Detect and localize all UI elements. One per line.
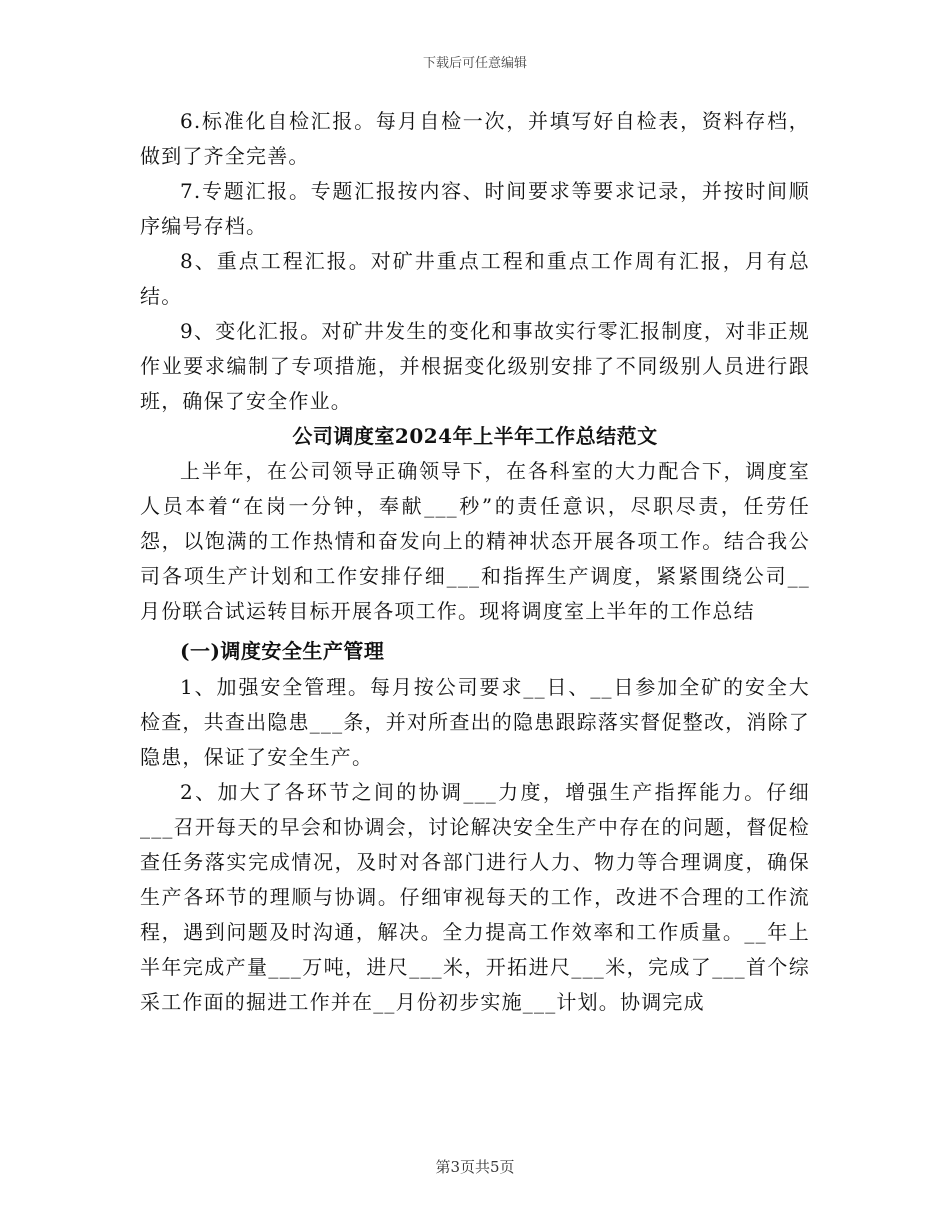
page-footer: 第3页共5页: [435, 1158, 515, 1176]
document-body: [140, 104, 810, 1020]
section-paragraph-2: 2、加大了各环节之间的协调___力度，增强生产指挥能力。仔细___召开每天的早会和协调会，讨论解决安全生产中存在的问题，督促检查任务落实完成情况，及时对各部门进行人力、物力等合理调度，确保生产各环节的理顺与协调。仔细审视每天的工作，改进不合理的工作流程，遇到问题及时沟通，解决。全力提高工作效率和工作质量。__年上半年完成产量___万吨，进尺___米，开拓进尺___米，完成了___首个综采工作面的掘进工作并在__月份初步实施___计划。协调完成: [140, 780, 810, 1014]
paragraph-item-7: 7.专题汇报。专题汇报按内容、时间要求等要求记录，并按时间顺序编号存档。: [140, 179, 810, 238]
paragraph-item-6: 6.标准化自检汇报。每月自检一次，并填写好自检表，资料存档，做到了齐全完善。: [140, 109, 810, 168]
paragraph-item-8: 8、重点工程汇报。对矿井重点工程和重点工作周有汇报，月有总结。: [140, 249, 810, 308]
intro-paragraph: 上半年，在公司领导正确领导下，在各科室的大力配合下，调度室人员本着“在岗一分钟，奉献___秒”的责任意识，尽职尽责，任劳任怨，以饱满的工作热情和奋发向上的精神状态开展各项工作。结合我公司各项生产计划和工作安排仔细___和指挥生产调度，紧紧围绕公司__月份联合试运转目标开展各项工作。现将调度室上半年的工作总结: [140, 459, 810, 623]
paragraph-item-9: 9、变化汇报。对矿井发生的变化和事故实行零汇报制度，对非正规作业要求编制了专项措施，并根据变化级别安排了不同级别人员进行跟班，确保了安全作业。: [140, 319, 810, 413]
section-paragraph-1: 1、加强安全管理。每月按公司要求__日、__日参加全矿的安全大检查，共查出隐患___条，并对所查出的隐患跟踪落实督促整改，消除了隐患，保证了安全生产。: [140, 675, 810, 769]
document-title: 公司调度室2024年上半年工作总结范文: [292, 424, 658, 448]
section-heading: (一)调度安全生产管理: [180, 639, 385, 663]
page-header: 下载后可任意编辑: [422, 56, 527, 71]
